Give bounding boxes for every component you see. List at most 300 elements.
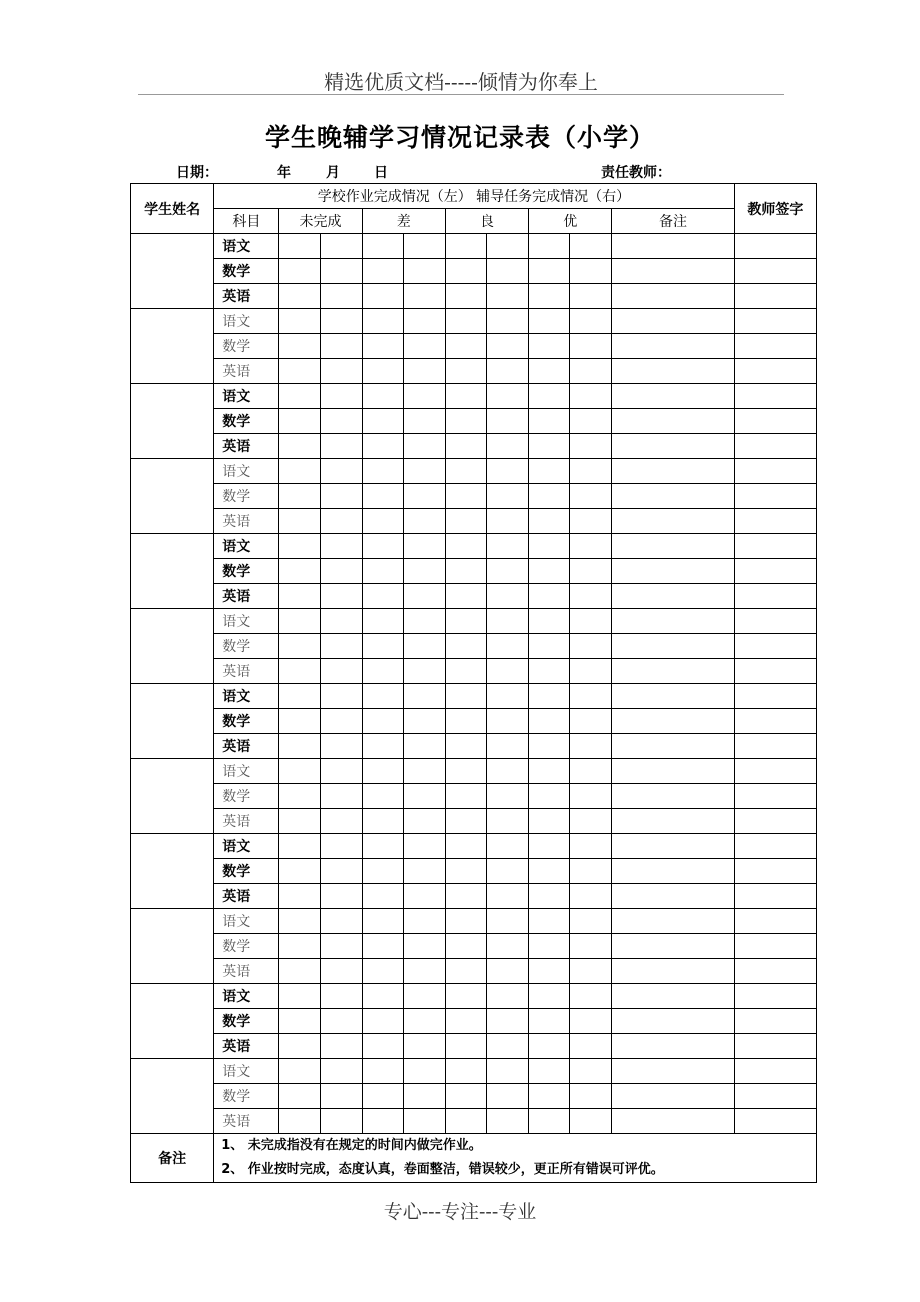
poor-left-cell[interactable] <box>362 634 403 659</box>
incomplete-right-cell[interactable] <box>320 784 362 809</box>
poor-left-cell[interactable] <box>362 859 403 884</box>
good-right-cell[interactable] <box>486 609 528 634</box>
excellent-right-cell[interactable] <box>570 609 612 634</box>
poor-right-cell[interactable] <box>403 1059 445 1084</box>
good-right-cell[interactable] <box>486 259 528 284</box>
incomplete-right-cell[interactable] <box>320 984 362 1009</box>
note-cell[interactable] <box>612 1109 734 1134</box>
student-name-cell[interactable] <box>131 384 214 459</box>
incomplete-right-cell[interactable] <box>320 309 362 334</box>
good-left-cell[interactable] <box>445 934 486 959</box>
good-right-cell[interactable] <box>486 1059 528 1084</box>
good-right-cell[interactable] <box>486 559 528 584</box>
excellent-right-cell[interactable] <box>570 884 612 909</box>
note-cell[interactable] <box>612 909 734 934</box>
good-right-cell[interactable] <box>486 434 528 459</box>
poor-right-cell[interactable] <box>403 459 445 484</box>
poor-right-cell[interactable] <box>403 334 445 359</box>
teacher-sign-cell[interactable] <box>734 334 816 359</box>
incomplete-left-cell[interactable] <box>279 1034 320 1059</box>
incomplete-left-cell[interactable] <box>279 809 320 834</box>
incomplete-left-cell[interactable] <box>279 784 320 809</box>
note-cell[interactable] <box>612 834 734 859</box>
excellent-left-cell[interactable] <box>529 759 570 784</box>
good-left-cell[interactable] <box>445 259 486 284</box>
good-left-cell[interactable] <box>445 684 486 709</box>
excellent-left-cell[interactable] <box>529 584 570 609</box>
incomplete-left-cell[interactable] <box>279 584 320 609</box>
poor-left-cell[interactable] <box>362 384 403 409</box>
excellent-right-cell[interactable] <box>570 684 612 709</box>
good-right-cell[interactable] <box>486 709 528 734</box>
poor-left-cell[interactable] <box>362 784 403 809</box>
good-left-cell[interactable] <box>445 959 486 984</box>
poor-right-cell[interactable] <box>403 284 445 309</box>
good-right-cell[interactable] <box>486 884 528 909</box>
incomplete-right-cell[interactable] <box>320 634 362 659</box>
good-right-cell[interactable] <box>486 534 528 559</box>
excellent-left-cell[interactable] <box>529 659 570 684</box>
note-cell[interactable] <box>612 384 734 409</box>
excellent-left-cell[interactable] <box>529 509 570 534</box>
poor-right-cell[interactable] <box>403 709 445 734</box>
good-left-cell[interactable] <box>445 784 486 809</box>
good-left-cell[interactable] <box>445 634 486 659</box>
incomplete-right-cell[interactable] <box>320 459 362 484</box>
excellent-left-cell[interactable] <box>529 834 570 859</box>
note-cell[interactable] <box>612 659 734 684</box>
good-left-cell[interactable] <box>445 359 486 384</box>
excellent-right-cell[interactable] <box>570 734 612 759</box>
excellent-left-cell[interactable] <box>529 884 570 909</box>
excellent-left-cell[interactable] <box>529 809 570 834</box>
excellent-right-cell[interactable] <box>570 334 612 359</box>
incomplete-left-cell[interactable] <box>279 909 320 934</box>
poor-right-cell[interactable] <box>403 534 445 559</box>
poor-left-cell[interactable] <box>362 934 403 959</box>
poor-left-cell[interactable] <box>362 584 403 609</box>
teacher-sign-cell[interactable] <box>734 734 816 759</box>
excellent-right-cell[interactable] <box>570 1084 612 1109</box>
incomplete-right-cell[interactable] <box>320 1034 362 1059</box>
teacher-sign-cell[interactable] <box>734 584 816 609</box>
excellent-right-cell[interactable] <box>570 834 612 859</box>
good-right-cell[interactable] <box>486 934 528 959</box>
note-cell[interactable] <box>612 409 734 434</box>
poor-right-cell[interactable] <box>403 784 445 809</box>
excellent-left-cell[interactable] <box>529 234 570 259</box>
incomplete-right-cell[interactable] <box>320 534 362 559</box>
incomplete-left-cell[interactable] <box>279 634 320 659</box>
poor-left-cell[interactable] <box>362 559 403 584</box>
student-name-cell[interactable] <box>131 234 214 309</box>
poor-left-cell[interactable] <box>362 509 403 534</box>
student-name-cell[interactable] <box>131 684 214 759</box>
excellent-right-cell[interactable] <box>570 784 612 809</box>
teacher-sign-cell[interactable] <box>734 884 816 909</box>
note-cell[interactable] <box>612 859 734 884</box>
poor-right-cell[interactable] <box>403 609 445 634</box>
excellent-left-cell[interactable] <box>529 1109 570 1134</box>
excellent-right-cell[interactable] <box>570 759 612 784</box>
poor-right-cell[interactable] <box>403 759 445 784</box>
poor-left-cell[interactable] <box>362 359 403 384</box>
good-right-cell[interactable] <box>486 584 528 609</box>
note-cell[interactable] <box>612 759 734 784</box>
note-cell[interactable] <box>612 484 734 509</box>
good-right-cell[interactable] <box>486 284 528 309</box>
incomplete-right-cell[interactable] <box>320 259 362 284</box>
incomplete-right-cell[interactable] <box>320 759 362 784</box>
good-right-cell[interactable] <box>486 334 528 359</box>
good-left-cell[interactable] <box>445 234 486 259</box>
poor-right-cell[interactable] <box>403 934 445 959</box>
excellent-right-cell[interactable] <box>570 634 612 659</box>
poor-right-cell[interactable] <box>403 859 445 884</box>
good-right-cell[interactable] <box>486 409 528 434</box>
excellent-right-cell[interactable] <box>570 934 612 959</box>
student-name-cell[interactable] <box>131 534 214 609</box>
poor-right-cell[interactable] <box>403 384 445 409</box>
teacher-sign-cell[interactable] <box>734 534 816 559</box>
note-cell[interactable] <box>612 1034 734 1059</box>
incomplete-right-cell[interactable] <box>320 484 362 509</box>
poor-right-cell[interactable] <box>403 484 445 509</box>
excellent-right-cell[interactable] <box>570 409 612 434</box>
teacher-sign-cell[interactable] <box>734 309 816 334</box>
poor-right-cell[interactable] <box>403 309 445 334</box>
student-name-cell[interactable] <box>131 759 214 834</box>
excellent-left-cell[interactable] <box>529 484 570 509</box>
teacher-sign-cell[interactable] <box>734 559 816 584</box>
note-cell[interactable] <box>612 1059 734 1084</box>
incomplete-right-cell[interactable] <box>320 234 362 259</box>
note-cell[interactable] <box>612 234 734 259</box>
incomplete-left-cell[interactable] <box>279 534 320 559</box>
note-cell[interactable] <box>612 309 734 334</box>
teacher-sign-cell[interactable] <box>734 1009 816 1034</box>
excellent-right-cell[interactable] <box>570 384 612 409</box>
incomplete-left-cell[interactable] <box>279 1009 320 1034</box>
poor-right-cell[interactable] <box>403 734 445 759</box>
incomplete-right-cell[interactable] <box>320 434 362 459</box>
excellent-left-cell[interactable] <box>529 684 570 709</box>
poor-left-cell[interactable] <box>362 659 403 684</box>
incomplete-left-cell[interactable] <box>279 484 320 509</box>
note-cell[interactable] <box>612 1009 734 1034</box>
good-left-cell[interactable] <box>445 534 486 559</box>
excellent-left-cell[interactable] <box>529 984 570 1009</box>
incomplete-left-cell[interactable] <box>279 234 320 259</box>
note-cell[interactable] <box>612 509 734 534</box>
excellent-right-cell[interactable] <box>570 234 612 259</box>
teacher-sign-cell[interactable] <box>734 409 816 434</box>
good-right-cell[interactable] <box>486 634 528 659</box>
good-left-cell[interactable] <box>445 1084 486 1109</box>
note-cell[interactable] <box>612 459 734 484</box>
poor-left-cell[interactable] <box>362 1109 403 1134</box>
incomplete-right-cell[interactable] <box>320 509 362 534</box>
incomplete-left-cell[interactable] <box>279 959 320 984</box>
incomplete-left-cell[interactable] <box>279 684 320 709</box>
good-right-cell[interactable] <box>486 984 528 1009</box>
incomplete-right-cell[interactable] <box>320 684 362 709</box>
poor-right-cell[interactable] <box>403 559 445 584</box>
excellent-right-cell[interactable] <box>570 959 612 984</box>
poor-right-cell[interactable] <box>403 234 445 259</box>
incomplete-left-cell[interactable] <box>279 309 320 334</box>
good-right-cell[interactable] <box>486 234 528 259</box>
good-left-cell[interactable] <box>445 384 486 409</box>
poor-right-cell[interactable] <box>403 359 445 384</box>
note-cell[interactable] <box>612 884 734 909</box>
poor-left-cell[interactable] <box>362 1034 403 1059</box>
good-right-cell[interactable] <box>486 809 528 834</box>
note-cell[interactable] <box>612 259 734 284</box>
incomplete-right-cell[interactable] <box>320 384 362 409</box>
teacher-sign-cell[interactable] <box>734 959 816 984</box>
incomplete-right-cell[interactable] <box>320 559 362 584</box>
incomplete-left-cell[interactable] <box>279 1084 320 1109</box>
excellent-right-cell[interactable] <box>570 509 612 534</box>
incomplete-left-cell[interactable] <box>279 859 320 884</box>
teacher-sign-cell[interactable] <box>734 509 816 534</box>
poor-left-cell[interactable] <box>362 284 403 309</box>
excellent-right-cell[interactable] <box>570 484 612 509</box>
good-left-cell[interactable] <box>445 584 486 609</box>
good-left-cell[interactable] <box>445 984 486 1009</box>
incomplete-left-cell[interactable] <box>279 559 320 584</box>
teacher-sign-cell[interactable] <box>734 634 816 659</box>
good-right-cell[interactable] <box>486 509 528 534</box>
good-left-cell[interactable] <box>445 409 486 434</box>
good-right-cell[interactable] <box>486 859 528 884</box>
note-cell[interactable] <box>612 359 734 384</box>
good-right-cell[interactable] <box>486 784 528 809</box>
note-cell[interactable] <box>612 284 734 309</box>
excellent-right-cell[interactable] <box>570 984 612 1009</box>
teacher-sign-cell[interactable] <box>734 384 816 409</box>
incomplete-left-cell[interactable] <box>279 759 320 784</box>
excellent-left-cell[interactable] <box>529 709 570 734</box>
poor-right-cell[interactable] <box>403 959 445 984</box>
poor-left-cell[interactable] <box>362 959 403 984</box>
poor-right-cell[interactable] <box>403 684 445 709</box>
excellent-right-cell[interactable] <box>570 259 612 284</box>
good-left-cell[interactable] <box>445 659 486 684</box>
teacher-sign-cell[interactable] <box>734 1084 816 1109</box>
incomplete-left-cell[interactable] <box>279 934 320 959</box>
poor-right-cell[interactable] <box>403 809 445 834</box>
incomplete-right-cell[interactable] <box>320 609 362 634</box>
excellent-right-cell[interactable] <box>570 709 612 734</box>
note-cell[interactable] <box>612 934 734 959</box>
excellent-left-cell[interactable] <box>529 784 570 809</box>
good-left-cell[interactable] <box>445 284 486 309</box>
good-left-cell[interactable] <box>445 459 486 484</box>
poor-left-cell[interactable] <box>362 709 403 734</box>
student-name-cell[interactable] <box>131 1059 214 1134</box>
excellent-left-cell[interactable] <box>529 609 570 634</box>
teacher-sign-cell[interactable] <box>734 809 816 834</box>
excellent-left-cell[interactable] <box>529 1009 570 1034</box>
note-cell[interactable] <box>612 709 734 734</box>
good-right-cell[interactable] <box>486 484 528 509</box>
poor-left-cell[interactable] <box>362 534 403 559</box>
incomplete-right-cell[interactable] <box>320 909 362 934</box>
teacher-sign-cell[interactable] <box>734 934 816 959</box>
incomplete-right-cell[interactable] <box>320 584 362 609</box>
good-left-cell[interactable] <box>445 1009 486 1034</box>
poor-left-cell[interactable] <box>362 484 403 509</box>
good-left-cell[interactable] <box>445 759 486 784</box>
poor-right-cell[interactable] <box>403 584 445 609</box>
excellent-right-cell[interactable] <box>570 559 612 584</box>
excellent-left-cell[interactable] <box>529 284 570 309</box>
teacher-sign-cell[interactable] <box>734 709 816 734</box>
note-cell[interactable] <box>612 959 734 984</box>
excellent-left-cell[interactable] <box>529 384 570 409</box>
excellent-left-cell[interactable] <box>529 1084 570 1109</box>
incomplete-left-cell[interactable] <box>279 459 320 484</box>
incomplete-left-cell[interactable] <box>279 709 320 734</box>
excellent-right-cell[interactable] <box>570 459 612 484</box>
incomplete-right-cell[interactable] <box>320 659 362 684</box>
excellent-left-cell[interactable] <box>529 1034 570 1059</box>
incomplete-right-cell[interactable] <box>320 1109 362 1134</box>
incomplete-right-cell[interactable] <box>320 284 362 309</box>
excellent-right-cell[interactable] <box>570 659 612 684</box>
excellent-left-cell[interactable] <box>529 734 570 759</box>
poor-left-cell[interactable] <box>362 309 403 334</box>
incomplete-right-cell[interactable] <box>320 359 362 384</box>
incomplete-left-cell[interactable] <box>279 409 320 434</box>
good-left-cell[interactable] <box>445 609 486 634</box>
note-cell[interactable] <box>612 809 734 834</box>
incomplete-right-cell[interactable] <box>320 1009 362 1034</box>
excellent-left-cell[interactable] <box>529 309 570 334</box>
poor-left-cell[interactable] <box>362 1059 403 1084</box>
teacher-sign-cell[interactable] <box>734 684 816 709</box>
good-right-cell[interactable] <box>486 909 528 934</box>
poor-left-cell[interactable] <box>362 434 403 459</box>
poor-right-cell[interactable] <box>403 1034 445 1059</box>
good-right-cell[interactable] <box>486 734 528 759</box>
excellent-right-cell[interactable] <box>570 434 612 459</box>
note-cell[interactable] <box>612 734 734 759</box>
note-cell[interactable] <box>612 334 734 359</box>
poor-right-cell[interactable] <box>403 1109 445 1134</box>
excellent-right-cell[interactable] <box>570 859 612 884</box>
note-cell[interactable] <box>612 684 734 709</box>
student-name-cell[interactable] <box>131 459 214 534</box>
good-right-cell[interactable] <box>486 659 528 684</box>
good-left-cell[interactable] <box>445 909 486 934</box>
poor-right-cell[interactable] <box>403 884 445 909</box>
good-right-cell[interactable] <box>486 309 528 334</box>
teacher-sign-cell[interactable] <box>734 859 816 884</box>
good-right-cell[interactable] <box>486 384 528 409</box>
poor-left-cell[interactable] <box>362 884 403 909</box>
poor-right-cell[interactable] <box>403 434 445 459</box>
incomplete-left-cell[interactable] <box>279 1059 320 1084</box>
incomplete-left-cell[interactable] <box>279 259 320 284</box>
teacher-sign-cell[interactable] <box>734 909 816 934</box>
poor-left-cell[interactable] <box>362 409 403 434</box>
note-cell[interactable] <box>612 534 734 559</box>
good-left-cell[interactable] <box>445 334 486 359</box>
incomplete-right-cell[interactable] <box>320 834 362 859</box>
student-name-cell[interactable] <box>131 309 214 384</box>
excellent-right-cell[interactable] <box>570 1109 612 1134</box>
good-right-cell[interactable] <box>486 359 528 384</box>
poor-left-cell[interactable] <box>362 909 403 934</box>
excellent-left-cell[interactable] <box>529 959 570 984</box>
excellent-left-cell[interactable] <box>529 559 570 584</box>
excellent-left-cell[interactable] <box>529 934 570 959</box>
note-cell[interactable] <box>612 984 734 1009</box>
poor-left-cell[interactable] <box>362 1009 403 1034</box>
incomplete-left-cell[interactable] <box>279 834 320 859</box>
incomplete-right-cell[interactable] <box>320 409 362 434</box>
note-cell[interactable] <box>612 634 734 659</box>
good-left-cell[interactable] <box>445 734 486 759</box>
good-left-cell[interactable] <box>445 434 486 459</box>
excellent-right-cell[interactable] <box>570 1034 612 1059</box>
teacher-sign-cell[interactable] <box>734 1109 816 1134</box>
teacher-sign-cell[interactable] <box>734 284 816 309</box>
note-cell[interactable] <box>612 434 734 459</box>
excellent-left-cell[interactable] <box>529 909 570 934</box>
poor-right-cell[interactable] <box>403 1009 445 1034</box>
excellent-left-cell[interactable] <box>529 434 570 459</box>
good-right-cell[interactable] <box>486 1034 528 1059</box>
teacher-sign-cell[interactable] <box>734 784 816 809</box>
poor-right-cell[interactable] <box>403 634 445 659</box>
excellent-right-cell[interactable] <box>570 909 612 934</box>
incomplete-right-cell[interactable] <box>320 334 362 359</box>
incomplete-left-cell[interactable] <box>279 1109 320 1134</box>
excellent-left-cell[interactable] <box>529 359 570 384</box>
good-right-cell[interactable] <box>486 834 528 859</box>
poor-left-cell[interactable] <box>362 809 403 834</box>
excellent-left-cell[interactable] <box>529 334 570 359</box>
good-left-cell[interactable] <box>445 709 486 734</box>
student-name-cell[interactable] <box>131 909 214 984</box>
good-left-cell[interactable] <box>445 1034 486 1059</box>
poor-left-cell[interactable] <box>362 834 403 859</box>
poor-right-cell[interactable] <box>403 259 445 284</box>
good-left-cell[interactable] <box>445 484 486 509</box>
teacher-sign-cell[interactable] <box>734 359 816 384</box>
excellent-right-cell[interactable] <box>570 309 612 334</box>
excellent-left-cell[interactable] <box>529 259 570 284</box>
poor-left-cell[interactable] <box>362 609 403 634</box>
incomplete-left-cell[interactable] <box>279 609 320 634</box>
incomplete-right-cell[interactable] <box>320 734 362 759</box>
poor-left-cell[interactable] <box>362 334 403 359</box>
good-left-cell[interactable] <box>445 859 486 884</box>
incomplete-right-cell[interactable] <box>320 1084 362 1109</box>
teacher-sign-cell[interactable] <box>734 484 816 509</box>
incomplete-left-cell[interactable] <box>279 509 320 534</box>
excellent-left-cell[interactable] <box>529 859 570 884</box>
teacher-sign-cell[interactable] <box>734 834 816 859</box>
good-left-cell[interactable] <box>445 559 486 584</box>
poor-left-cell[interactable] <box>362 1084 403 1109</box>
poor-left-cell[interactable] <box>362 984 403 1009</box>
incomplete-left-cell[interactable] <box>279 984 320 1009</box>
